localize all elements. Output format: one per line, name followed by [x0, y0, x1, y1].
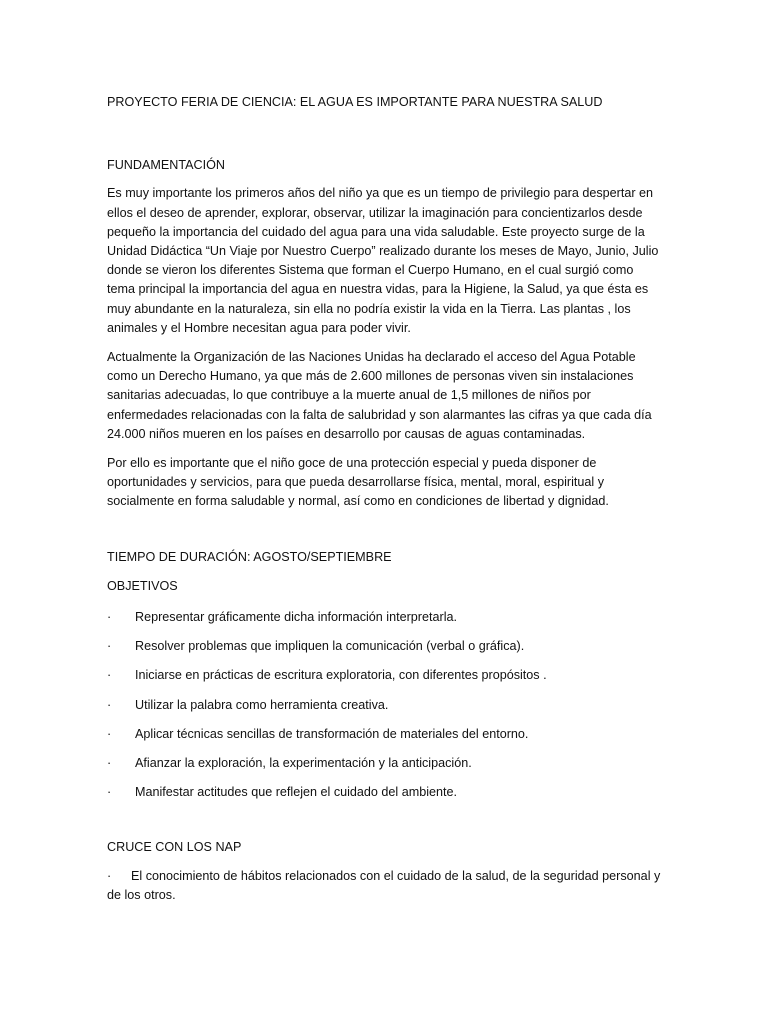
objetivos-heading: OBJETIVOS	[107, 578, 178, 593]
bullet-marker: ·	[107, 639, 112, 654]
objetivo-text: Afianzar la exploración, la experimentación y la anticipación.	[135, 756, 472, 771]
objetivo-text: Manifestar actitudes que reflejen el cuidado del ambiente.	[135, 785, 458, 800]
bullet-marker: ·	[107, 697, 112, 712]
bullet-marker: ·	[107, 756, 112, 771]
fundamentacion-paragraph-2: Actualmente la Organización de las Naciones Unidas ha declarado el acceso del Agua Potable como un Derecho Humano, ya que más de 2.600 millones de personas viven sin instalaciones sanitarias adecuadas, lo que contribuye a la muerte anual de 1,5 millones de niños por enfermedades relacionadas con la falta de salubridad y son alarmantes las cifras ya que cada día 24.000 niños mueren en los países en desarrollo por causas de aguas contaminadas.	[107, 350, 652, 441]
duracion-heading: TIEMPO DE DURACIÓN: AGOSTO/SEPTIEMBRE	[107, 549, 392, 564]
bullet-marker: ·	[107, 610, 112, 625]
bullet-marker: ·	[107, 785, 112, 800]
list-item	[107, 637, 663, 656]
list-item	[107, 725, 663, 744]
list-item	[107, 696, 663, 715]
objetivo-text: Utilizar la palabra como herramienta creativa.	[135, 697, 389, 712]
objetivo-text: Resolver problemas que impliquen la comunicación (verbal o gráfica).	[135, 639, 525, 654]
list-item	[107, 783, 663, 802]
fundamentacion-paragraph-1: Es muy importante los primeros años del niño ya que es un tiempo de privilegio para despertar en ellos el deseo de aprender, explorar, observar, utilizar la imaginación para concientizarlos desde pequeño la importancia del cuidado del agua para una vida saludable. Este proyecto surge de la Unidad Didáctica “Un Viaje por Nuestro Cuerpo” realizado durante los meses de Mayo, Junio, Julio donde se vieron los diferentes Sistema que forman el Cuerpo Humano, en el cual surgió como tema principal la importancia del agua en nuestra vidas, para la Higiene, la Salud, ya que ésta es muy abundante en la naturaleza, sin ella no podría existir la vida en la Tierra. Las plantas , los animales y el Hombre necesitan agua para poder vivir.	[107, 186, 659, 335]
objetivo-text: Iniciarse en prácticas de escritura exploratoria, con diferentes propósitos .	[135, 668, 547, 683]
document-body	[107, 93, 663, 905]
fundamentacion-paragraph-3: Por ello es importante que el niño goce de una protección especial y pueda disponer de oportunidades y servicios, para que pueda desarrollarse física, mental, moral, espiritual y socialmente en forma saludable y normal, así como en condiciones de libertad y dignidad.	[107, 456, 609, 509]
objetivos-list	[107, 608, 663, 802]
fundamentacion-heading: FUNDAMENTACIÓN	[107, 158, 226, 173]
list-item	[107, 867, 663, 905]
list-item	[107, 666, 663, 685]
nap-heading: CRUCE CON LOS NAP	[107, 840, 242, 855]
objetivo-text: Representar gráficamente dicha información interpretarla.	[135, 610, 458, 625]
list-item	[107, 754, 663, 773]
bullet-marker: ·	[107, 726, 112, 741]
nap-text: El conocimiento de hábitos relacionados con el cuidado de la salud, de la seguridad personal y de los otros.	[107, 868, 661, 902]
bullet-marker: ·	[107, 868, 112, 883]
document-title: PROYECTO FERIA DE CIENCIA: EL AGUA ES IMPORTANTE PARA NUESTRA SALUD	[107, 95, 603, 109]
list-item	[107, 608, 663, 627]
bullet-marker: ·	[107, 668, 112, 683]
objetivo-text: Aplicar técnicas sencillas de transformación de materiales del entorno.	[135, 726, 529, 741]
